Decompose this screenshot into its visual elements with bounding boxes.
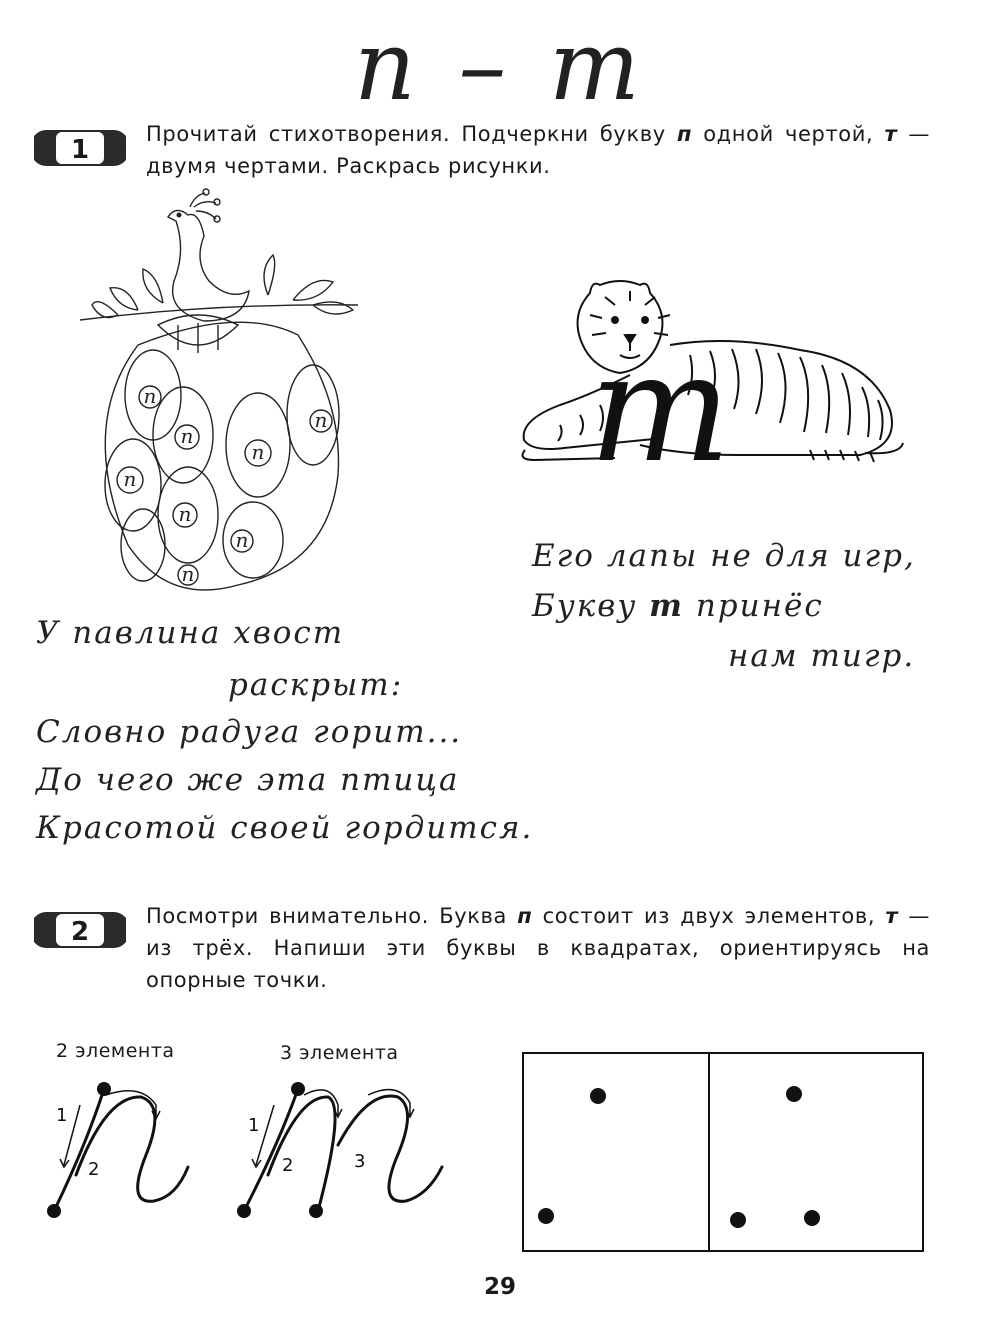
p-step-2: 2	[88, 1159, 100, 1180]
poem-peacock-line-3: Словно радуга горит...	[36, 714, 463, 750]
practice-squares	[522, 1052, 924, 1252]
poem-peacock-line-2: раскрыт:	[228, 667, 404, 703]
guide-dot	[730, 1212, 746, 1228]
task-2-letter-p: п	[517, 904, 533, 928]
p-stroke-diagram	[36, 1075, 206, 1225]
task-2-badge	[34, 912, 126, 948]
guide-dot	[804, 1210, 820, 1226]
task-1-number: 1	[70, 135, 90, 165]
task-2-letter-t: т	[885, 904, 899, 928]
squares-divider	[708, 1054, 710, 1250]
poem-tiger-line-3: нам тигр.	[728, 638, 916, 674]
guide-dot	[538, 1208, 554, 1224]
task-1-instructions	[146, 118, 930, 182]
peacock-tail-letter: п	[143, 384, 157, 408]
poem-peacock-line-1: У павлина хвост	[36, 615, 345, 651]
task-2-text-part2: состоит из двух элементов,	[542, 904, 876, 928]
task-2-number: 2	[70, 917, 90, 947]
peacock-tail-letter: п	[235, 528, 249, 552]
page-number: 29	[483, 1274, 516, 1300]
t-step-3: 3	[354, 1151, 366, 1172]
peacock-icon	[78, 185, 368, 595]
t-elements-label: 3 элемента	[280, 1042, 399, 1064]
poem-tiger-line-2	[532, 588, 824, 624]
poem-tiger-line-2-part1: Букву	[532, 588, 638, 624]
peacock-tail-letter: п	[180, 424, 194, 448]
guide-dot	[590, 1088, 606, 1104]
task-1-text-part3: — двумя чертами. Раскрась рисунки.	[146, 122, 931, 178]
poem-tiger-letter-t: т	[649, 588, 684, 624]
tiger-overlay-letter: т	[588, 322, 732, 475]
task-2-instructions	[146, 900, 930, 996]
peacock-tail-letter: п	[123, 467, 137, 491]
peacock-tail-letter: п	[251, 440, 265, 464]
t-step-2: 2	[282, 1155, 294, 1176]
task-1-text-part1: Прочитай стихотворения. Подчеркни букву	[146, 122, 666, 146]
p-elements-label: 2 элемента	[56, 1040, 175, 1062]
task-1-letter-p: п	[676, 122, 693, 146]
poem-tiger-line-1: Его лапы не для игр,	[532, 538, 916, 574]
peacock-tail-letter: п	[314, 408, 328, 432]
poem-peacock-line-5: Красотой своей гордится.	[36, 810, 534, 846]
poem-tiger-line-2-part2: принёс	[695, 588, 824, 624]
tiger-icon	[520, 275, 905, 475]
t-step-1: 1	[248, 1115, 260, 1136]
p-step-1: 1	[56, 1105, 68, 1126]
peacock-tail-letter: п	[181, 562, 195, 586]
task-1-badge	[34, 130, 126, 166]
task-1-letter-t: т	[884, 122, 898, 146]
task-2-text-part3: — из трёх. Напиши эти буквы в квадратах, ориентируясь на опорные точки.	[146, 904, 931, 992]
t-stroke-diagram	[228, 1075, 458, 1225]
task-1-text-part2: одной чертой,	[703, 122, 874, 146]
peacock-tail-letter: п	[178, 502, 192, 526]
guide-dot	[786, 1086, 802, 1102]
page-heading: п – т	[354, 10, 646, 122]
poem-peacock-line-4: До чего же эта птица	[36, 762, 460, 798]
task-2-text-part1: Посмотри внимательно. Буква	[146, 904, 508, 928]
